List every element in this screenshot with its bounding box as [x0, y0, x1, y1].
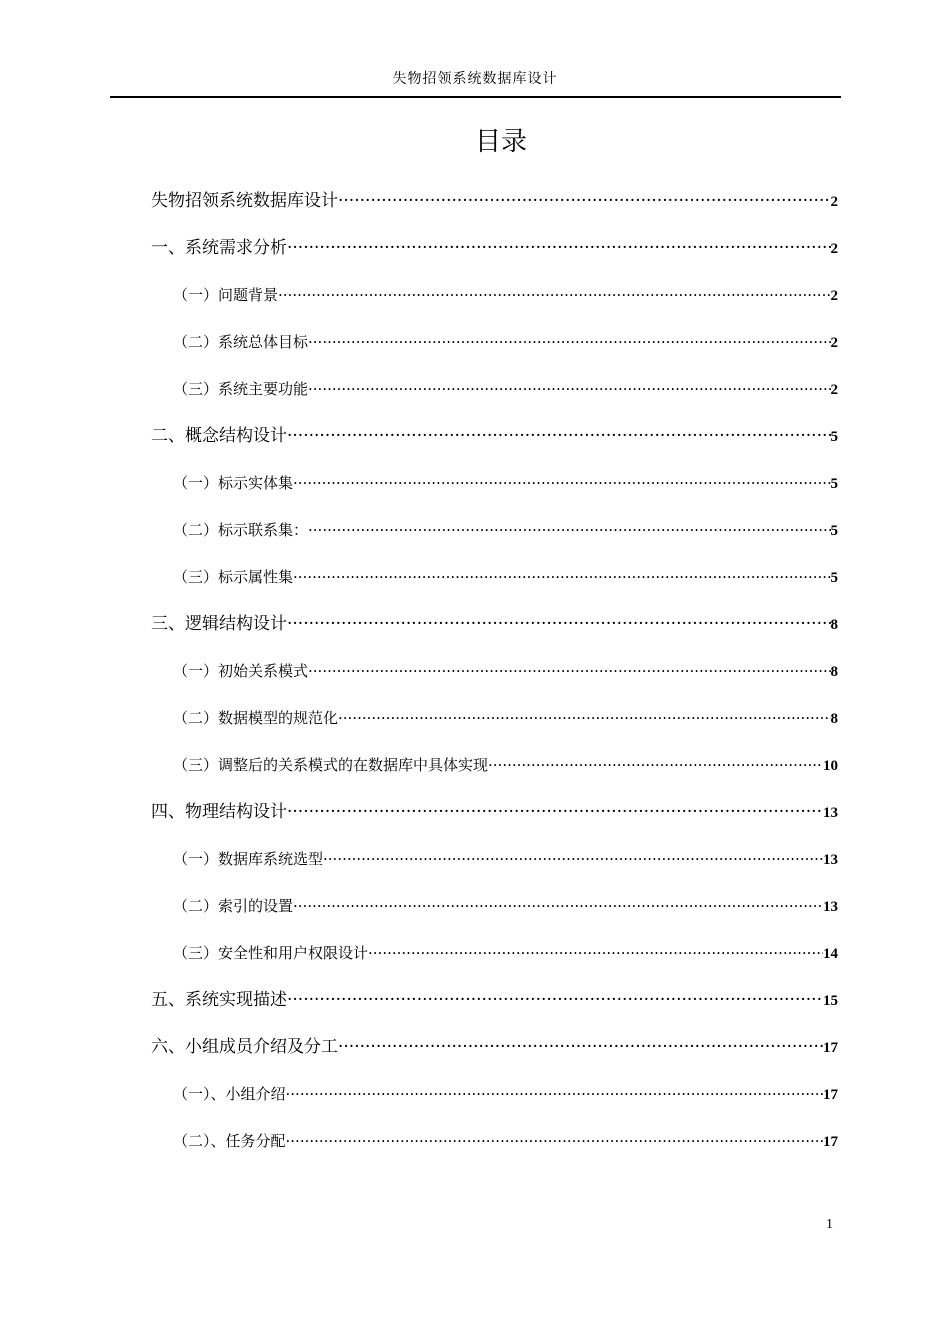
- toc-entry-text: （三）系统主要功能: [173, 380, 309, 398]
- toc-entry-text: （一）初始关系模式: [173, 662, 309, 680]
- toc-entry[interactable]: [173, 892, 838, 920]
- toc-entry-text: （二）数据模型的规范化: [173, 709, 339, 727]
- toc-entry-text: 一、系统需求分析: [151, 238, 287, 258]
- toc-dot-leader: [308, 328, 830, 356]
- toc-entry[interactable]: [173, 1127, 838, 1155]
- toc-entry-page: 8: [830, 617, 838, 633]
- toc-entry-page: 14: [823, 946, 838, 962]
- page-number: 1: [826, 1217, 833, 1232]
- toc-entry-text: 五、系统实现描述: [151, 990, 287, 1010]
- toc-dot-leader: [287, 798, 823, 826]
- toc-entry[interactable]: [173, 516, 838, 544]
- toc-entry-page: 2: [830, 288, 838, 304]
- toc-title: 目录: [474, 127, 527, 157]
- toc-dot-leader: [287, 986, 823, 1014]
- running-header: 失物招领系统数据库设计: [392, 71, 558, 87]
- toc-dot-leader: [338, 1033, 823, 1061]
- toc-dot-leader: [368, 939, 823, 967]
- toc-entry-page: 17: [823, 1087, 838, 1103]
- toc-dot-leader: [308, 516, 830, 544]
- toc-dot-leader: [286, 1080, 823, 1108]
- toc-entry-page: 5: [830, 523, 838, 539]
- toc-entry-text: （一）、小组介绍: [173, 1085, 286, 1103]
- toc-entry-text: （一）问题背景: [173, 286, 279, 304]
- toc-entry[interactable]: [151, 610, 838, 638]
- toc-dot-leader: [287, 610, 831, 638]
- toc-entry[interactable]: [173, 845, 838, 873]
- toc-entry[interactable]: [173, 375, 838, 403]
- toc-entry-page: 5: [830, 570, 838, 586]
- toc-dot-leader: [323, 845, 823, 873]
- toc-entry-page: 10: [823, 758, 838, 774]
- toc-dot-leader: [287, 234, 831, 262]
- toc-dot-leader: [488, 751, 823, 779]
- toc-entry-page: 5: [830, 429, 838, 445]
- toc-dot-leader: [338, 704, 830, 732]
- toc-entry-text: （三）安全性和用户权限设计: [173, 944, 369, 962]
- toc-dot-leader: [293, 469, 830, 497]
- toc-dot-leader: [338, 187, 831, 215]
- toc-entry[interactable]: [173, 751, 838, 779]
- toc-entry-text: （三）标示属性集: [173, 568, 294, 586]
- toc-entry[interactable]: [151, 1033, 838, 1061]
- toc-entry-text: （二）、任务分配: [173, 1132, 286, 1150]
- toc-entry[interactable]: [173, 939, 838, 967]
- toc-entry[interactable]: [151, 798, 838, 826]
- toc-entry-text: 六、小组成员介绍及分工: [151, 1037, 338, 1057]
- toc-dot-leader: [287, 422, 831, 450]
- toc-entry[interactable]: [173, 281, 838, 309]
- toc-entry-page: 15: [823, 993, 838, 1009]
- toc-entry[interactable]: [151, 187, 838, 215]
- toc-entry-text: （二）标示联系集：: [173, 521, 309, 539]
- toc-entry[interactable]: [173, 657, 838, 685]
- toc-entry[interactable]: [173, 563, 838, 591]
- toc-dot-leader: [293, 563, 830, 591]
- toc-entry-text: 三、逻辑结构设计: [151, 614, 287, 634]
- toc-entry[interactable]: [151, 234, 838, 262]
- toc-entry[interactable]: [173, 469, 838, 497]
- toc-entry-text: （二）系统总体目标: [173, 333, 309, 351]
- toc-entry-text: 四、物理结构设计: [151, 802, 287, 822]
- toc-entry[interactable]: [173, 328, 838, 356]
- toc-entry-page: 13: [823, 805, 838, 821]
- toc-dot-leader: [278, 281, 830, 309]
- toc-entry-page: 8: [830, 664, 838, 680]
- toc-entry-page: 2: [830, 335, 838, 351]
- toc-entry-page: 2: [830, 241, 838, 257]
- toc-entry-page: 5: [830, 476, 838, 492]
- toc-entry-page: 8: [830, 711, 838, 727]
- toc-entry-text: （一）数据库系统选型: [173, 850, 324, 868]
- toc-entry-page: 13: [823, 852, 838, 868]
- toc-entry-page: 2: [830, 194, 838, 210]
- toc-dot-leader: [286, 1127, 823, 1155]
- toc-entry-page: 17: [823, 1134, 838, 1150]
- toc-entry-page: 2: [830, 382, 838, 398]
- toc-entry-text: （二）索引的设置: [173, 897, 294, 915]
- toc-dot-leader: [308, 375, 830, 403]
- toc-entry-page: 13: [823, 899, 838, 915]
- toc-entry-text: （三）调整后的关系模式的在数据库中具体实现: [173, 756, 489, 774]
- toc-dot-leader: [293, 892, 823, 920]
- toc-entry[interactable]: [151, 422, 838, 450]
- toc-entry-page: 17: [823, 1040, 838, 1056]
- toc-entry[interactable]: [173, 704, 838, 732]
- toc-dot-leader: [308, 657, 830, 685]
- toc-entry-text: 二、概念结构设计: [151, 426, 287, 446]
- toc-entry-text: 失物招领系统数据库设计: [151, 191, 338, 211]
- toc-entry[interactable]: [151, 986, 838, 1014]
- toc-entry-text: （一）标示实体集: [173, 474, 294, 492]
- toc-entry[interactable]: [173, 1080, 838, 1108]
